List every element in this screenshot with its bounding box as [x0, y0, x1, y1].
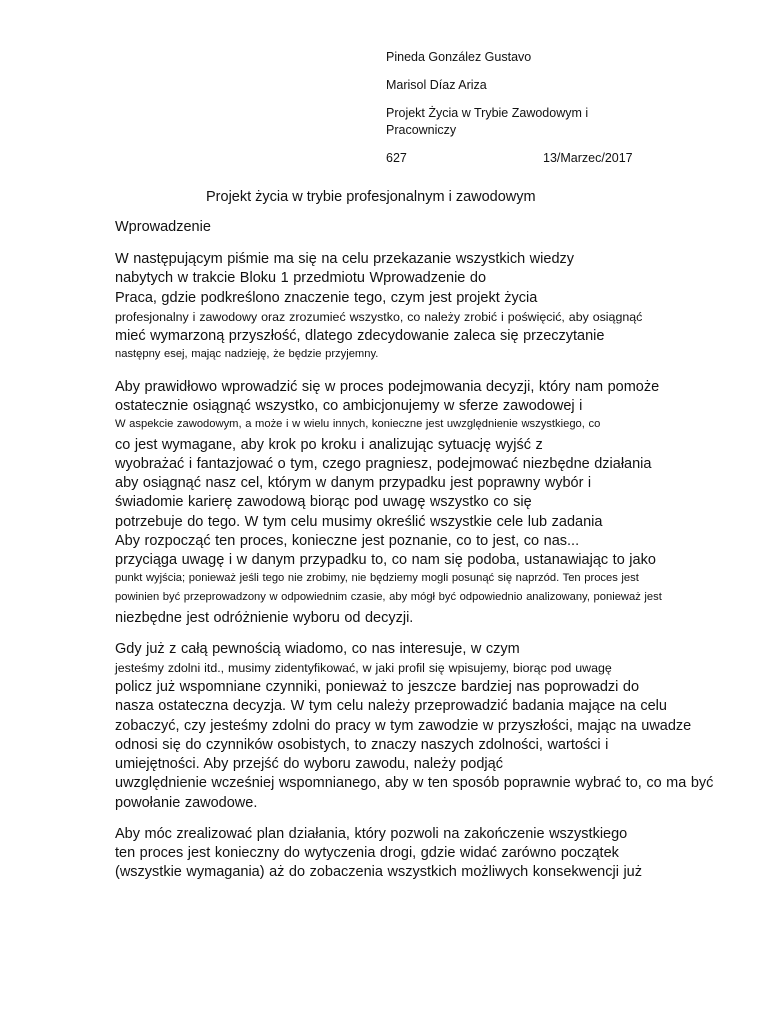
author-name-1: Pineda González Gustavo: [386, 50, 532, 64]
paragraph-1-line: mieć wymarzoną przyszłość, dlatego zdecydowanie zaleca się przeczytanie: [115, 328, 605, 344]
paragraph-2-line: Aby prawidłowo wprowadzić się w proces podejmowania decyzji, który nam pomoże: [115, 379, 660, 395]
document-title: Projekt życia w trybie profesjonalnym i zawodowym: [206, 189, 536, 205]
paragraph-2-line: aby osiągnąć nasz cel, którym w danym przypadku jest poprawny wybór i: [115, 475, 592, 491]
paragraph-3-line: powołanie zawodowe.: [115, 795, 258, 811]
paragraph-2-line: powinien być przeprowadzony w odpowiednim czasie, aby mógł być odpowiednio analizowany, ponieważ jest: [115, 591, 662, 603]
paragraph-4-line: Aby móc zrealizować plan działania, który pozwoli na zakończenie wszystkiego: [115, 826, 628, 842]
course-title-line-2: Pracowniczy: [386, 123, 457, 137]
paragraph-3-line: Gdy już z całą pewnością wiadomo, co nas interesuje, w czym: [115, 641, 520, 657]
document-date: 13/Marzec/2017: [543, 151, 633, 165]
paragraph-3-line: uwzględnienie wcześniej wspomnianego, aby w ten sposób poprawnie wybrać to, co ma być: [115, 775, 714, 791]
author-name-2: Marisol Díaz Ariza: [386, 78, 487, 92]
paragraph-2-line: punkt wyjścia; ponieważ jeśli tego nie zrobimy, nie będziemy mogli posunąć się naprzód. Ten proces jest: [115, 572, 639, 584]
paragraph-3-line: nasza ostateczna decyzja. W tym celu należy przeprowadzić badania mające na celu: [115, 698, 667, 714]
paragraph-2-line: niezbędne jest odróżnienie wyboru od decyzji.: [115, 610, 414, 626]
paragraph-2-line: Aby rozpocząć ten proces, konieczne jest poznanie, co to jest, co nas...: [115, 533, 580, 549]
paragraph-1-line: profesjonalny i zawodowy oraz zrozumieć wszystko, co należy zrobić i poświęcić, aby osiągnąć: [115, 310, 643, 324]
paragraph-1-line: nabytych w trakcie Bloku 1 przedmiotu Wprowadzenie do: [115, 270, 487, 286]
paragraph-4-line: ten proces jest konieczny do wytyczenia drogi, gdzie widać zarówno początek: [115, 845, 619, 861]
course-title-line-1: Projekt Życia w Trybie Zawodowym i: [386, 106, 589, 120]
paragraph-1-line: Praca, gdzie podkreślono znaczenie tego, czym jest projekt życia: [115, 290, 538, 306]
paragraph-3-line: odnosi się do czynników osobistych, to znaczy naszych zdolności, wartości i: [115, 737, 609, 753]
section-heading: Wprowadzenie: [115, 219, 211, 235]
paragraph-1-line: W następującym piśmie ma się na celu przekazanie wszystkich wiedzy: [115, 251, 575, 267]
paragraph-2-line: ostatecznie osiągnąć wszystko, co ambicjonujemy w sferze zawodowej i: [115, 398, 583, 414]
paragraph-3-line: umiejętności. Aby przejść do wyboru zawodu, należy podjąć: [115, 756, 503, 772]
paragraph-3-line: policz już wspomniane czynniki, ponieważ to jeszcze bardziej nas poprowadzi do: [115, 679, 640, 695]
paragraph-2-line: co jest wymagane, aby krok po kroku i analizując sytuację wyjść z: [115, 437, 543, 453]
paragraph-2-line: W aspekcie zawodowym, a może i w wielu innych, konieczne jest uwzględnienie wszystkiego, co: [115, 418, 601, 430]
paragraph-3-line: jesteśmy zdolni itd., musimy zidentyfikować, w jaki profil się wpisujemy, biorąc pod uwagę: [115, 661, 612, 675]
paragraph-1-line: następny esej, mając nadzieję, że będzie przyjemny.: [115, 348, 379, 360]
document-number: 627: [386, 151, 407, 165]
paragraph-2-line: świadomie karierę zawodową biorąc pod uwagę wszystko co się: [115, 494, 532, 510]
paragraph-2-line: potrzebuje do tego. W tym celu musimy określić wszystkie cele lub zadania: [115, 514, 603, 530]
paragraph-3-line: zobaczyć, czy jesteśmy zdolni do pracy w tym zawodzie w przyszłości, mając na uwadze: [115, 718, 692, 734]
paragraph-2-line: wyobrażać i fantazjować o tym, czego pragniesz, podejmować niezbędne działania: [115, 456, 652, 472]
paragraph-4-line: (wszystkie wymagania) aż do zobaczenia wszystkich możliwych konsekwencji już: [115, 864, 642, 880]
paragraph-2-line: przyciąga uwagę i w danym przypadku to, co nam się podoba, ustanawiając to jako: [115, 552, 656, 568]
